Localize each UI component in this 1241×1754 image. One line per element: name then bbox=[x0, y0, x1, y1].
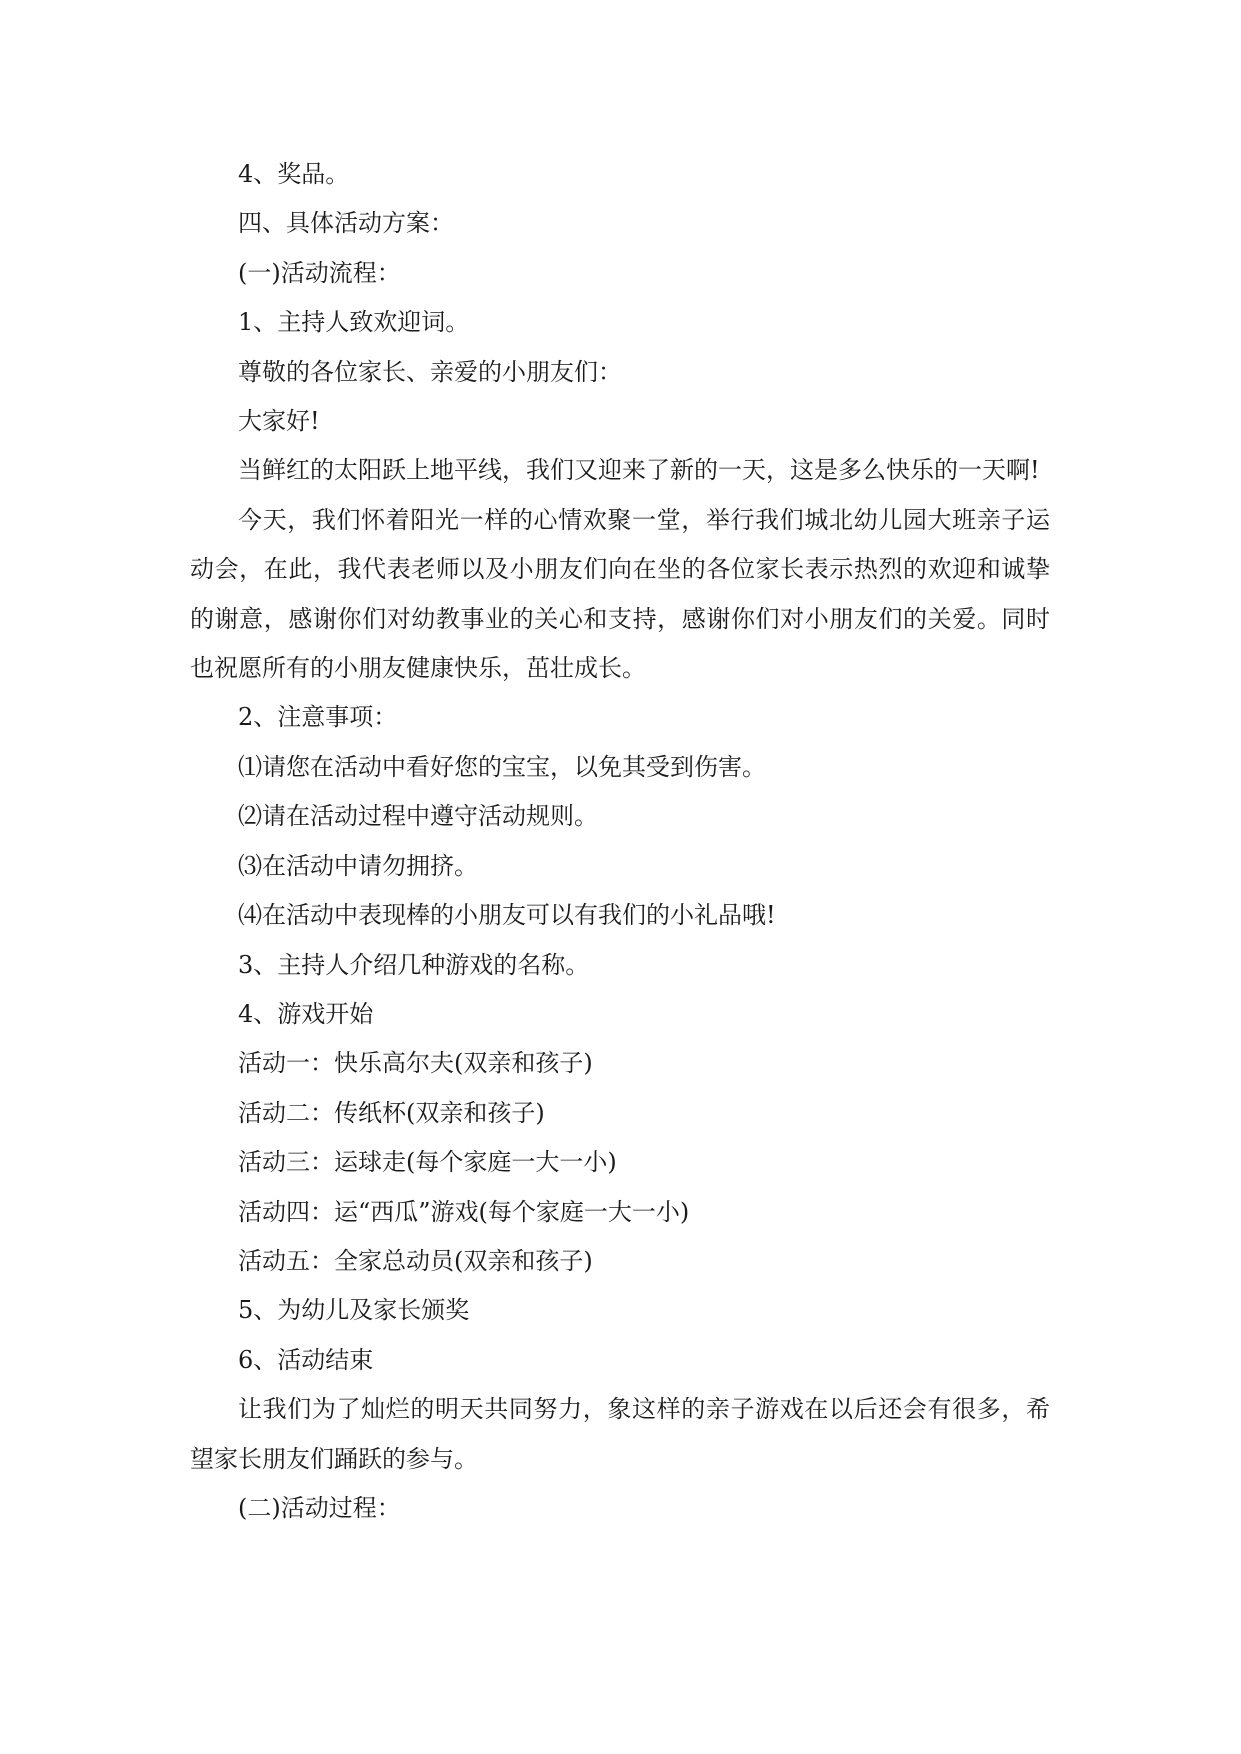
activity-item-2: 活动二：传纸杯(双亲和孩子) bbox=[238, 1098, 545, 1127]
step-awards: 5、为幼儿及家长颁奖 bbox=[238, 1296, 470, 1325]
section-heading-activity-plan: 四、具体活动方案： bbox=[238, 209, 454, 238]
note-item-2: ⑵请在活动过程中遵守活动规则。 bbox=[238, 802, 598, 831]
item-prizes: 4、奖品。 bbox=[238, 160, 350, 188]
note-item-4: ⑷在活动中表现棒的小朋友可以有我们的小礼品哦! bbox=[238, 901, 776, 930]
subheading-activity-process: (二)活动过程： bbox=[238, 1493, 401, 1522]
activity-item-1: 活动一：快乐高尔夫(双亲和孩子) bbox=[238, 1049, 593, 1078]
activity-item-5: 活动五：全家总动员(双亲和孩子) bbox=[238, 1246, 593, 1275]
step-games-start: 4、游戏开始 bbox=[238, 999, 374, 1028]
note-item-3: ⑶在活动中请勿拥挤。 bbox=[238, 851, 478, 880]
activity-item-4: 活动四：运“西瓜”游戏(每个家庭一大一小) bbox=[238, 1197, 690, 1226]
activity-item-3: 活动三：运球走(每个家庭一大一小) bbox=[238, 1148, 617, 1177]
step-notes: 2、注意事项： bbox=[238, 703, 398, 732]
speech-paragraph-welcome: 今天，我们怀着阳光一样的心情欢聚一堂，举行我们城北幼儿园大班亲子运动会，在此，我代表老师以及小朋友们向在坐的各位家长表示热烈的欢迎和诚挚的谢意，感谢你们对幼教事业的关心和支持，感谢你们对小朋友们的关爱。同时也祝愿所有的小朋友健康快乐，茁壮成长。 bbox=[190, 505, 1050, 683]
closing-paragraph: 让我们为了灿烂的明天共同努力，象这样的亲子游戏在以后还会有很多，希望家长朋友们踊跃的参与。 bbox=[190, 1395, 1050, 1473]
document-body bbox=[190, 150, 1050, 1533]
subheading-activity-flow: (一)活动流程： bbox=[238, 258, 401, 287]
step-closing: 6、活动结束 bbox=[238, 1345, 374, 1374]
step-welcome-speech: 1、主持人致欢迎词。 bbox=[238, 308, 470, 337]
note-item-1: ⑴请您在活动中看好您的宝宝，以免其受到伤害。 bbox=[238, 752, 766, 781]
step-introduce-games: 3、主持人介绍几种游戏的名称。 bbox=[238, 950, 590, 979]
greeting: 大家好! bbox=[238, 407, 320, 436]
speech-paragraph-sunrise: 当鲜红的太阳跃上地平线，我们又迎来了新的一天，这是多么快乐的一天啊! bbox=[238, 456, 1040, 485]
salutation: 尊敬的各位家长、亲爱的小朋友们： bbox=[238, 357, 622, 386]
